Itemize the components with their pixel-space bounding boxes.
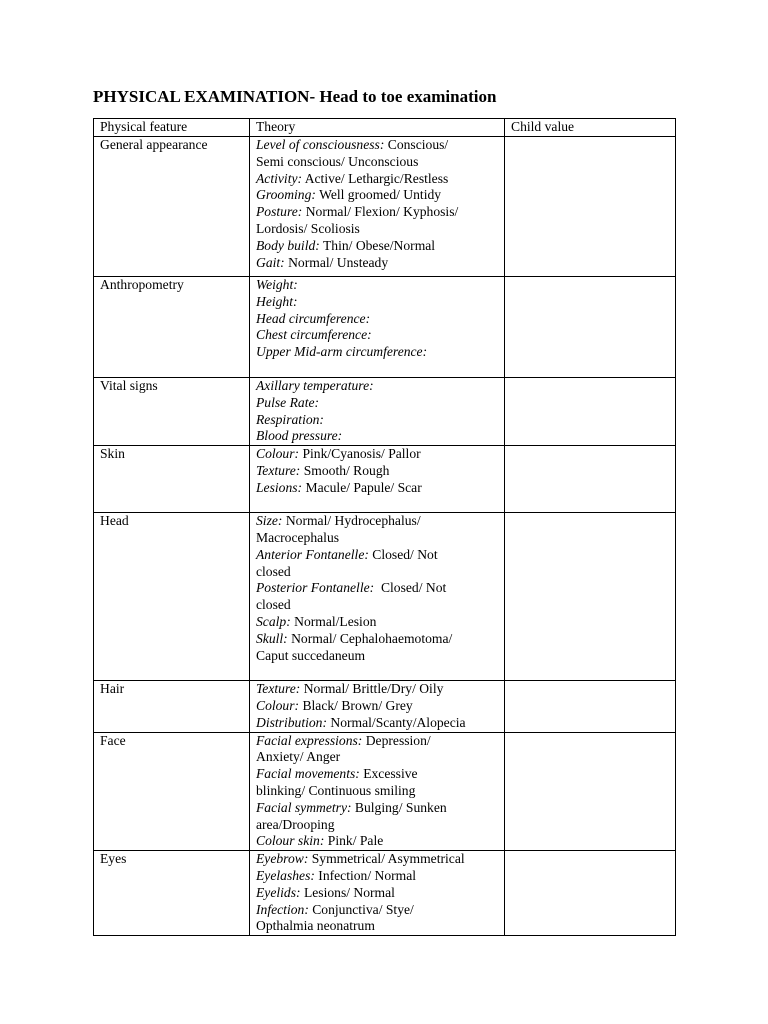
theory-line [256, 631, 504, 648]
child-value-cell[interactable] [505, 378, 676, 446]
theory-line [256, 446, 504, 463]
child-value-cell[interactable] [505, 137, 676, 277]
theory-label: Infection: [256, 901, 309, 917]
theory-label: Axillary temperature: [256, 378, 374, 393]
theory-options: Well groomed/ Untidy [315, 187, 442, 203]
theory-line [256, 463, 504, 480]
theory-line [256, 715, 504, 732]
theory-line [256, 530, 504, 547]
theory-label: Respiration: [256, 411, 324, 427]
table-row [94, 277, 676, 378]
theory-label: Posture: [256, 204, 303, 220]
theory-line [256, 204, 504, 221]
theory-options: Black/ Brown/ Grey [299, 697, 413, 713]
theory-label: Texture: [256, 681, 301, 697]
theory-options: Caput succedaneum [256, 647, 366, 663]
theory-line [256, 327, 504, 344]
theory-line [256, 817, 504, 834]
theory-cell [250, 732, 505, 851]
theory-line [256, 918, 504, 935]
theory-options: Pink/ Pale [324, 833, 384, 849]
theory-line [256, 221, 504, 238]
theory-label: Activity: [256, 170, 303, 186]
physical-feature-cell: Face [94, 732, 250, 851]
theory-line [256, 294, 504, 311]
theory-line [256, 902, 504, 919]
theory-options: Normal/ Brittle/Dry/ Oily [300, 681, 444, 697]
theory-line [256, 833, 504, 850]
theory-options: Conjunctiva/ Stye/ [308, 901, 414, 917]
physical-feature-cell: Vital signs [94, 378, 250, 446]
physical-feature-cell: Skin [94, 446, 250, 513]
physical-feature-cell: General appearance [94, 137, 250, 277]
theory-label: Anterior Fontanelle: [256, 546, 369, 562]
theory-options: Conscious/ [384, 137, 449, 152]
child-value-cell[interactable] [505, 851, 676, 936]
theory-options: Anxiety/ Anger [256, 749, 341, 765]
theory-options: area/Drooping [256, 816, 335, 832]
header-theory: Theory [250, 119, 505, 137]
theory-line [256, 428, 504, 445]
theory-line [256, 868, 504, 885]
theory-line [256, 311, 504, 328]
theory-label: Facial movements: [256, 766, 360, 782]
physical-feature-cell: Hair [94, 681, 250, 732]
theory-label: Texture: [256, 462, 301, 478]
theory-options: Normal/Scanty/Alopecia [327, 714, 466, 730]
theory-options: Bulging/ Sunken [351, 799, 447, 815]
child-value-cell[interactable] [505, 513, 676, 681]
theory-line [256, 137, 504, 154]
theory-label: Level of consciousness: [256, 137, 385, 152]
theory-line [256, 698, 504, 715]
theory-label: Size: [256, 513, 283, 529]
theory-options: Normal/ Hydrocephalus/ [282, 513, 421, 529]
theory-options: Normal/Lesion [290, 613, 377, 629]
child-value-cell[interactable] [505, 732, 676, 851]
theory-line [256, 238, 504, 255]
theory-line [256, 749, 504, 766]
theory-options: Normal/ Flexion/ Kyphosis/ [302, 204, 459, 220]
child-value-cell[interactable] [505, 446, 676, 513]
theory-line [256, 800, 504, 817]
theory-line [256, 187, 504, 204]
table-row [94, 446, 676, 513]
theory-options: Lordosis/ Scoliosis [256, 220, 360, 236]
theory-options: Pink/Cyanosis/ Pallor [299, 446, 421, 462]
theory-label: Body build: [256, 237, 320, 253]
theory-label: Facial expressions: [256, 732, 363, 748]
child-value-cell[interactable] [505, 277, 676, 378]
theory-cell [250, 681, 505, 732]
theory-line [256, 171, 504, 188]
table-row [94, 137, 676, 277]
theory-options: Symmetrical/ Asymmetrical [308, 851, 465, 867]
physical-feature-cell: Head [94, 513, 250, 681]
table-row [94, 732, 676, 851]
theory-options: Lesions/ Normal [300, 884, 395, 900]
theory-label: Colour: [256, 697, 300, 713]
theory-label: Grooming: [256, 187, 316, 203]
theory-line [256, 766, 504, 783]
table-row [94, 851, 676, 936]
theory-label: Upper Mid-arm circumference: [256, 344, 428, 360]
theory-label: Scalp: [256, 613, 291, 629]
theory-options: Closed/ Not [374, 580, 447, 596]
theory-label: Colour skin: [256, 833, 325, 849]
table-row [94, 681, 676, 732]
theory-line [256, 344, 504, 361]
header-child-value: Child value [505, 119, 676, 137]
theory-line [256, 412, 504, 429]
theory-line [256, 597, 504, 614]
theory-line [256, 580, 504, 597]
child-value-cell[interactable] [505, 681, 676, 732]
theory-line [256, 378, 504, 395]
theory-options: Depression/ [362, 732, 431, 748]
theory-line [256, 547, 504, 564]
theory-label: Colour: [256, 446, 300, 462]
theory-options: closed [256, 597, 291, 613]
theory-options: Active/ Lethargic/Restless [302, 170, 449, 186]
theory-line [256, 154, 504, 171]
theory-options: blinking/ Continuous smiling [256, 782, 416, 798]
theory-label: Eyelids: [256, 884, 301, 900]
theory-label: Posterior Fontanelle: [256, 580, 375, 596]
theory-options: Normal/ Cephalohaemotoma/ [287, 630, 453, 646]
theory-options: Normal/ Unsteady [284, 254, 389, 270]
theory-options: Opthalmia neonatrum [256, 918, 375, 934]
theory-label: Chest circumference: [256, 327, 372, 343]
theory-cell [250, 378, 505, 446]
theory-label: Distribution: [256, 714, 327, 730]
theory-label: Eyelashes: [256, 867, 315, 883]
page-title: PHYSICAL EXAMINATION- Head to toe examination [93, 87, 497, 106]
theory-line [256, 681, 504, 698]
theory-line [256, 733, 504, 750]
theory-line [256, 783, 504, 800]
theory-options: Macule/ Papule/ Scar [302, 479, 422, 495]
theory-options: Thin/ Obese/Normal [319, 237, 436, 253]
theory-label: Gait: [256, 254, 285, 270]
theory-label: Head circumference: [256, 310, 371, 326]
physical-feature-cell: Anthropometry [94, 277, 250, 378]
theory-line [256, 255, 504, 272]
theory-label: Weight: [256, 277, 298, 292]
table-header-row [94, 119, 676, 137]
examination-table [93, 118, 676, 936]
table-row [94, 513, 676, 681]
theory-label: Height: [256, 293, 298, 309]
theory-options: closed [256, 563, 291, 579]
theory-options: Macrocephalus [256, 529, 340, 545]
theory-line [256, 648, 504, 665]
theory-options: Smooth/ Rough [300, 462, 390, 478]
theory-cell [250, 513, 505, 681]
theory-options: Semi conscious/ Unconscious [256, 153, 419, 169]
header-physical-feature: Physical feature [94, 119, 250, 137]
table-row [94, 378, 676, 446]
theory-line [256, 885, 504, 902]
theory-options: Excessive [359, 766, 418, 782]
theory-label: Facial symmetry: [256, 799, 352, 815]
theory-cell [250, 277, 505, 378]
theory-line [256, 614, 504, 631]
theory-label: Blood pressure: [256, 428, 343, 444]
theory-cell [250, 851, 505, 936]
theory-cell [250, 137, 505, 277]
theory-line [256, 277, 504, 294]
theory-label: Pulse Rate: [256, 394, 320, 410]
theory-label: Lesions: [256, 479, 303, 495]
theory-line [256, 851, 504, 868]
physical-feature-cell: Eyes [94, 851, 250, 936]
theory-line [256, 480, 504, 497]
theory-options: Infection/ Normal [314, 867, 417, 883]
theory-label: Skull: [256, 630, 288, 646]
theory-options: Closed/ Not [368, 546, 438, 562]
theory-cell [250, 446, 505, 513]
theory-line [256, 395, 504, 412]
theory-line [256, 564, 504, 581]
theory-label: Eyebrow: [256, 851, 309, 867]
theory-line [256, 513, 504, 530]
